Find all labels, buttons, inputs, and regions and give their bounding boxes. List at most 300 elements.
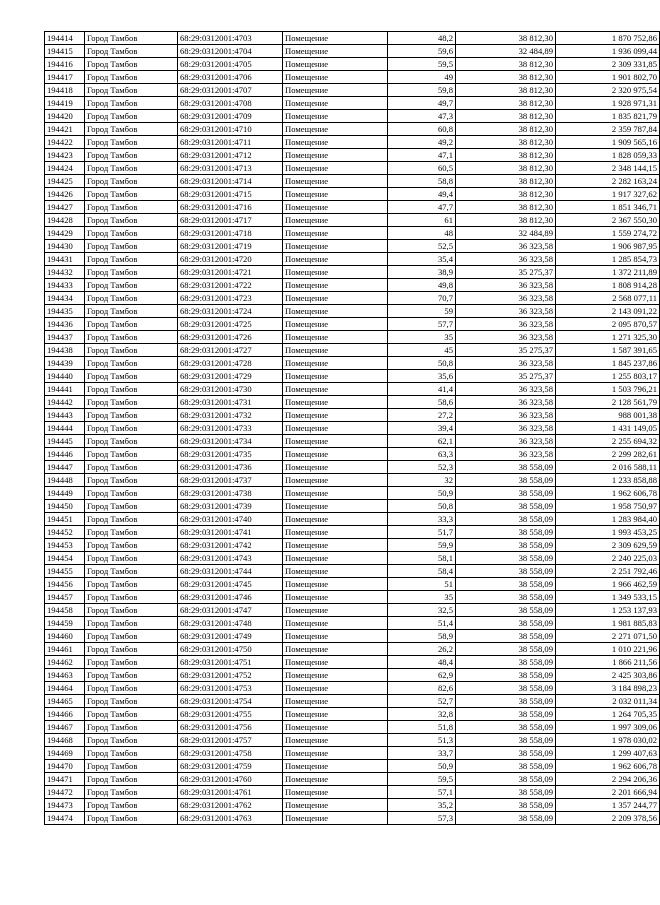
table-row [45,253,660,266]
cell-unit-price: 38 812,30 [456,175,556,188]
cell-cadastral-number: 68:29:0312001:4704 [178,45,283,58]
cell-total-value: 1 349 533,15 [556,591,660,604]
cell-city: Город Тамбов [85,71,178,84]
cell-city: Город Тамбов [85,526,178,539]
table-row [45,539,660,552]
cell-area: 58,4 [388,565,456,578]
cell-row-number: 194436 [45,318,85,331]
cell-row-number: 194420 [45,110,85,123]
cell-area: 50,8 [388,500,456,513]
cell-city: Город Тамбов [85,370,178,383]
cell-city: Город Тамбов [85,591,178,604]
cell-unit-price: 38 812,30 [456,97,556,110]
cell-cadastral-number: 68:29:0312001:4713 [178,162,283,175]
cell-total-value: 2 240 225,03 [556,552,660,565]
cell-area: 49 [388,71,456,84]
table-row [45,812,660,825]
cell-object-type: Помещение [283,435,388,448]
table-row [45,526,660,539]
cell-area: 59,6 [388,45,456,58]
cell-city: Город Тамбов [85,409,178,422]
cell-unit-price: 38 558,09 [456,773,556,786]
cell-row-number: 194431 [45,253,85,266]
cell-unit-price: 38 558,09 [456,513,556,526]
cell-area: 35,6 [388,370,456,383]
cell-total-value: 1 906 987,95 [556,240,660,253]
cell-city: Город Тамбов [85,357,178,370]
cell-cadastral-number: 68:29:0312001:4717 [178,214,283,227]
cell-cadastral-number: 68:29:0312001:4718 [178,227,283,240]
cell-city: Город Тамбов [85,604,178,617]
cell-unit-price: 38 558,09 [456,786,556,799]
cell-unit-price: 35 275,37 [456,266,556,279]
cell-area: 32 [388,474,456,487]
cell-area: 32,5 [388,604,456,617]
cell-area: 35,4 [388,253,456,266]
cell-total-value: 1 845 237,86 [556,357,660,370]
cell-city: Город Тамбов [85,669,178,682]
cell-total-value: 1 981 885,83 [556,617,660,630]
cell-city: Город Тамбов [85,97,178,110]
cell-row-number: 194453 [45,539,85,552]
cell-object-type: Помещение [283,604,388,617]
cell-total-value: 2 348 144,15 [556,162,660,175]
cell-area: 51,4 [388,617,456,630]
cell-city: Город Тамбов [85,396,178,409]
cell-object-type: Помещение [283,370,388,383]
cell-unit-price: 38 558,09 [456,539,556,552]
cell-city: Город Тамбов [85,721,178,734]
cell-object-type: Помещение [283,292,388,305]
cell-cadastral-number: 68:29:0312001:4754 [178,695,283,708]
cell-row-number: 194461 [45,643,85,656]
cell-row-number: 194456 [45,578,85,591]
cell-row-number: 194430 [45,240,85,253]
cell-unit-price: 38 558,09 [456,526,556,539]
cell-cadastral-number: 68:29:0312001:4709 [178,110,283,123]
table-row [45,578,660,591]
cell-cadastral-number: 68:29:0312001:4706 [178,71,283,84]
cell-area: 48,4 [388,656,456,669]
cell-total-value: 1 285 854,73 [556,253,660,266]
cell-total-value: 1 299 407,63 [556,747,660,760]
cell-total-value: 1 835 821,79 [556,110,660,123]
cell-city: Город Тамбов [85,500,178,513]
cell-area: 58,9 [388,630,456,643]
cell-row-number: 194467 [45,721,85,734]
cell-row-number: 194451 [45,513,85,526]
table-row [45,383,660,396]
cell-row-number: 194415 [45,45,85,58]
cell-object-type: Помещение [283,201,388,214]
cell-row-number: 194447 [45,461,85,474]
cell-row-number: 194446 [45,448,85,461]
cell-object-type: Помещение [283,149,388,162]
cell-total-value: 1 851 346,71 [556,201,660,214]
table-row [45,279,660,292]
cell-object-type: Помещение [283,45,388,58]
cell-row-number: 194455 [45,565,85,578]
table-row [45,747,660,760]
cell-total-value: 1 828 059,33 [556,149,660,162]
cell-unit-price: 38 812,30 [456,136,556,149]
cell-city: Город Тамбов [85,110,178,123]
cell-area: 52,5 [388,240,456,253]
cell-unit-price: 36 323,58 [456,422,556,435]
cell-city: Город Тамбов [85,799,178,812]
cell-object-type: Помещение [283,773,388,786]
cell-total-value: 1 587 391,65 [556,344,660,357]
cell-cadastral-number: 68:29:0312001:4761 [178,786,283,799]
cell-cadastral-number: 68:29:0312001:4719 [178,240,283,253]
cell-city: Город Тамбов [85,630,178,643]
cell-total-value: 1 928 971,31 [556,97,660,110]
cell-row-number: 194466 [45,708,85,721]
cell-unit-price: 38 558,09 [456,721,556,734]
cell-total-value: 1 917 327,62 [556,188,660,201]
cell-unit-price: 38 558,09 [456,591,556,604]
cell-row-number: 194460 [45,630,85,643]
cell-area: 33,3 [388,513,456,526]
cell-city: Город Тамбов [85,331,178,344]
cell-cadastral-number: 68:29:0312001:4755 [178,708,283,721]
cell-total-value: 1 936 099,44 [556,45,660,58]
cell-unit-price: 36 323,58 [456,253,556,266]
cell-total-value: 1 866 211,56 [556,656,660,669]
cell-cadastral-number: 68:29:0312001:4710 [178,123,283,136]
cell-row-number: 194458 [45,604,85,617]
cell-city: Город Тамбов [85,643,178,656]
cell-object-type: Помещение [283,578,388,591]
cell-object-type: Помещение [283,643,388,656]
cell-area: 48 [388,227,456,240]
cell-row-number: 194468 [45,734,85,747]
cell-area: 51,7 [388,526,456,539]
cell-cadastral-number: 68:29:0312001:4705 [178,58,283,71]
cell-unit-price: 36 323,58 [456,279,556,292]
cell-cadastral-number: 68:29:0312001:4736 [178,461,283,474]
cell-area: 62,9 [388,669,456,682]
cell-city: Город Тамбов [85,773,178,786]
cell-area: 59,8 [388,84,456,97]
cell-row-number: 194421 [45,123,85,136]
table-row [45,786,660,799]
cell-cadastral-number: 68:29:0312001:4744 [178,565,283,578]
cell-total-value: 1 255 803,17 [556,370,660,383]
cell-city: Город Тамбов [85,266,178,279]
cell-city: Город Тамбов [85,318,178,331]
cell-unit-price: 38 558,09 [456,487,556,500]
cell-row-number: 194473 [45,799,85,812]
cell-cadastral-number: 68:29:0312001:4753 [178,682,283,695]
cell-row-number: 194416 [45,58,85,71]
cell-area: 45 [388,344,456,357]
table-row [45,266,660,279]
cell-total-value: 2 299 282,61 [556,448,660,461]
cell-row-number: 194427 [45,201,85,214]
cell-cadastral-number: 68:29:0312001:4737 [178,474,283,487]
cell-area: 49,4 [388,188,456,201]
table-row [45,760,660,773]
cell-row-number: 194432 [45,266,85,279]
cell-cadastral-number: 68:29:0312001:4747 [178,604,283,617]
cell-city: Город Тамбов [85,474,178,487]
cell-cadastral-number: 68:29:0312001:4724 [178,305,283,318]
cell-row-number: 194425 [45,175,85,188]
table-row [45,591,660,604]
cell-total-value: 1 253 137,93 [556,604,660,617]
cell-row-number: 194450 [45,500,85,513]
cell-unit-price: 36 323,58 [456,318,556,331]
cell-total-value: 2 201 666,94 [556,786,660,799]
cell-unit-price: 38 558,09 [456,565,556,578]
cell-city: Город Тамбов [85,305,178,318]
cell-row-number: 194429 [45,227,85,240]
cell-city: Город Тамбов [85,682,178,695]
cell-unit-price: 38 812,30 [456,58,556,71]
cell-total-value: 1 372 211,89 [556,266,660,279]
cell-cadastral-number: 68:29:0312001:4715 [178,188,283,201]
cell-row-number: 194470 [45,760,85,773]
cell-cadastral-number: 68:29:0312001:4703 [178,32,283,45]
cell-area: 49,8 [388,279,456,292]
cell-object-type: Помещение [283,747,388,760]
cell-area: 33,7 [388,747,456,760]
cell-area: 57,3 [388,812,456,825]
cell-cadastral-number: 68:29:0312001:4725 [178,318,283,331]
cell-total-value: 1 870 752,86 [556,32,660,45]
cell-unit-price: 32 484,89 [456,45,556,58]
cell-unit-price: 38 558,09 [456,630,556,643]
cell-row-number: 194444 [45,422,85,435]
cell-cadastral-number: 68:29:0312001:4712 [178,149,283,162]
cell-area: 27,2 [388,409,456,422]
cell-total-value: 2 367 550,30 [556,214,660,227]
cell-cadastral-number: 68:29:0312001:4729 [178,370,283,383]
cell-row-number: 194426 [45,188,85,201]
cell-area: 57,7 [388,318,456,331]
cell-area: 59,5 [388,58,456,71]
cell-city: Город Тамбов [85,253,178,266]
cell-area: 38,9 [388,266,456,279]
cell-total-value: 2 143 091,22 [556,305,660,318]
cell-object-type: Помещение [283,591,388,604]
cell-total-value: 2 209 378,56 [556,812,660,825]
cell-cadastral-number: 68:29:0312001:4756 [178,721,283,734]
cell-total-value: 1 997 309,06 [556,721,660,734]
cell-cadastral-number: 68:29:0312001:4714 [178,175,283,188]
cell-city: Город Тамбов [85,461,178,474]
cell-total-value: 1 431 149,05 [556,422,660,435]
cell-city: Город Тамбов [85,149,178,162]
cell-unit-price: 36 323,58 [456,357,556,370]
cell-object-type: Помещение [283,383,388,396]
cell-row-number: 194471 [45,773,85,786]
cell-row-number: 194435 [45,305,85,318]
cell-unit-price: 38 558,09 [456,552,556,565]
cell-area: 41,4 [388,383,456,396]
cell-area: 51,8 [388,721,456,734]
cell-unit-price: 38 558,09 [456,474,556,487]
cell-cadastral-number: 68:29:0312001:4746 [178,591,283,604]
cell-cadastral-number: 68:29:0312001:4749 [178,630,283,643]
table-row [45,435,660,448]
cell-unit-price: 38 812,30 [456,84,556,97]
cell-total-value: 1 962 606,78 [556,487,660,500]
cell-area: 50,8 [388,357,456,370]
cell-area: 58,1 [388,552,456,565]
cell-row-number: 194463 [45,669,85,682]
cell-unit-price: 38 558,09 [456,708,556,721]
cell-unit-price: 35 275,37 [456,370,556,383]
cell-area: 47,3 [388,110,456,123]
cell-unit-price: 36 323,58 [456,292,556,305]
cell-row-number: 194454 [45,552,85,565]
cell-object-type: Помещение [283,227,388,240]
cell-row-number: 194433 [45,279,85,292]
cell-unit-price: 38 812,30 [456,214,556,227]
table-row [45,409,660,422]
cell-city: Город Тамбов [85,162,178,175]
cell-total-value: 1 264 705,35 [556,708,660,721]
cell-total-value: 1 233 858,88 [556,474,660,487]
table-row [45,84,660,97]
cell-city: Город Тамбов [85,123,178,136]
cell-city: Город Тамбов [85,45,178,58]
cell-object-type: Помещение [283,630,388,643]
table-row [45,721,660,734]
cell-unit-price: 36 323,58 [456,383,556,396]
table-row [45,149,660,162]
cell-unit-price: 38 558,09 [456,656,556,669]
cell-object-type: Помещение [283,214,388,227]
cell-row-number: 194445 [45,435,85,448]
cell-unit-price: 36 323,58 [456,435,556,448]
cell-total-value: 2 359 787,84 [556,123,660,136]
cell-object-type: Помещение [283,656,388,669]
cell-row-number: 194438 [45,344,85,357]
cell-cadastral-number: 68:29:0312001:4726 [178,331,283,344]
cell-unit-price: 38 558,09 [456,500,556,513]
cell-cadastral-number: 68:29:0312001:4758 [178,747,283,760]
cell-row-number: 194449 [45,487,85,500]
cell-object-type: Помещение [283,812,388,825]
cell-total-value: 1 010 221,96 [556,643,660,656]
cell-area: 49,7 [388,97,456,110]
cell-row-number: 194414 [45,32,85,45]
cell-total-value: 2 095 870,57 [556,318,660,331]
cell-total-value: 1 962 606,78 [556,760,660,773]
cell-cadastral-number: 68:29:0312001:4738 [178,487,283,500]
cell-row-number: 194442 [45,396,85,409]
table-row [45,58,660,71]
cell-object-type: Помещение [283,409,388,422]
cell-total-value: 2 425 303,86 [556,669,660,682]
table-row [45,357,660,370]
cell-row-number: 194440 [45,370,85,383]
cell-cadastral-number: 68:29:0312001:4721 [178,266,283,279]
table-row [45,344,660,357]
cell-object-type: Помещение [283,331,388,344]
cell-object-type: Помещение [283,786,388,799]
table-row [45,487,660,500]
cell-city: Город Тамбов [85,292,178,305]
cell-area: 63,3 [388,448,456,461]
cell-total-value: 2 282 163,24 [556,175,660,188]
cell-cadastral-number: 68:29:0312001:4750 [178,643,283,656]
table-row [45,201,660,214]
cell-object-type: Помещение [283,760,388,773]
table-row [45,370,660,383]
table-row [45,565,660,578]
document-page [44,31,657,825]
cell-total-value: 1 503 796,21 [556,383,660,396]
cell-city: Город Тамбов [85,201,178,214]
cell-city: Город Тамбов [85,136,178,149]
cell-total-value: 1 357 244,77 [556,799,660,812]
cell-object-type: Помещение [283,565,388,578]
cell-city: Город Тамбов [85,513,178,526]
table-row [45,500,660,513]
cell-city: Город Тамбов [85,188,178,201]
table-row [45,773,660,786]
cell-row-number: 194448 [45,474,85,487]
cell-total-value: 2 016 588,11 [556,461,660,474]
table-row [45,227,660,240]
table-row [45,162,660,175]
cell-city: Город Тамбов [85,552,178,565]
table-row [45,331,660,344]
cell-total-value: 2 032 011,34 [556,695,660,708]
cell-cadastral-number: 68:29:0312001:4752 [178,669,283,682]
cell-area: 47,7 [388,201,456,214]
cell-object-type: Помещение [283,422,388,435]
cell-object-type: Помещение [283,240,388,253]
cell-area: 62,1 [388,435,456,448]
table-row [45,695,660,708]
cell-unit-price: 38 558,09 [456,747,556,760]
cell-row-number: 194472 [45,786,85,799]
cell-object-type: Помещение [283,110,388,123]
cell-area: 58,8 [388,175,456,188]
cell-city: Город Тамбов [85,344,178,357]
cell-unit-price: 38 558,09 [456,812,556,825]
cell-cadastral-number: 68:29:0312001:4716 [178,201,283,214]
table-row [45,422,660,435]
cell-object-type: Помещение [283,97,388,110]
cell-object-type: Помещение [283,136,388,149]
cell-object-type: Помещение [283,58,388,71]
cell-area: 59,5 [388,773,456,786]
table-row [45,448,660,461]
cell-object-type: Помещение [283,318,388,331]
cell-city: Город Тамбов [85,422,178,435]
cell-cadastral-number: 68:29:0312001:4734 [178,435,283,448]
cell-total-value: 1 808 914,28 [556,279,660,292]
cell-object-type: Помещение [283,721,388,734]
cell-area: 50,9 [388,487,456,500]
cell-area: 52,3 [388,461,456,474]
cell-row-number: 194443 [45,409,85,422]
cell-row-number: 194439 [45,357,85,370]
cell-unit-price: 38 812,30 [456,188,556,201]
cell-total-value: 2 309 629,59 [556,539,660,552]
cell-object-type: Помещение [283,32,388,45]
cell-city: Город Тамбов [85,448,178,461]
cell-city: Город Тамбов [85,227,178,240]
cell-cadastral-number: 68:29:0312001:4739 [178,500,283,513]
cell-total-value: 2 294 206,36 [556,773,660,786]
